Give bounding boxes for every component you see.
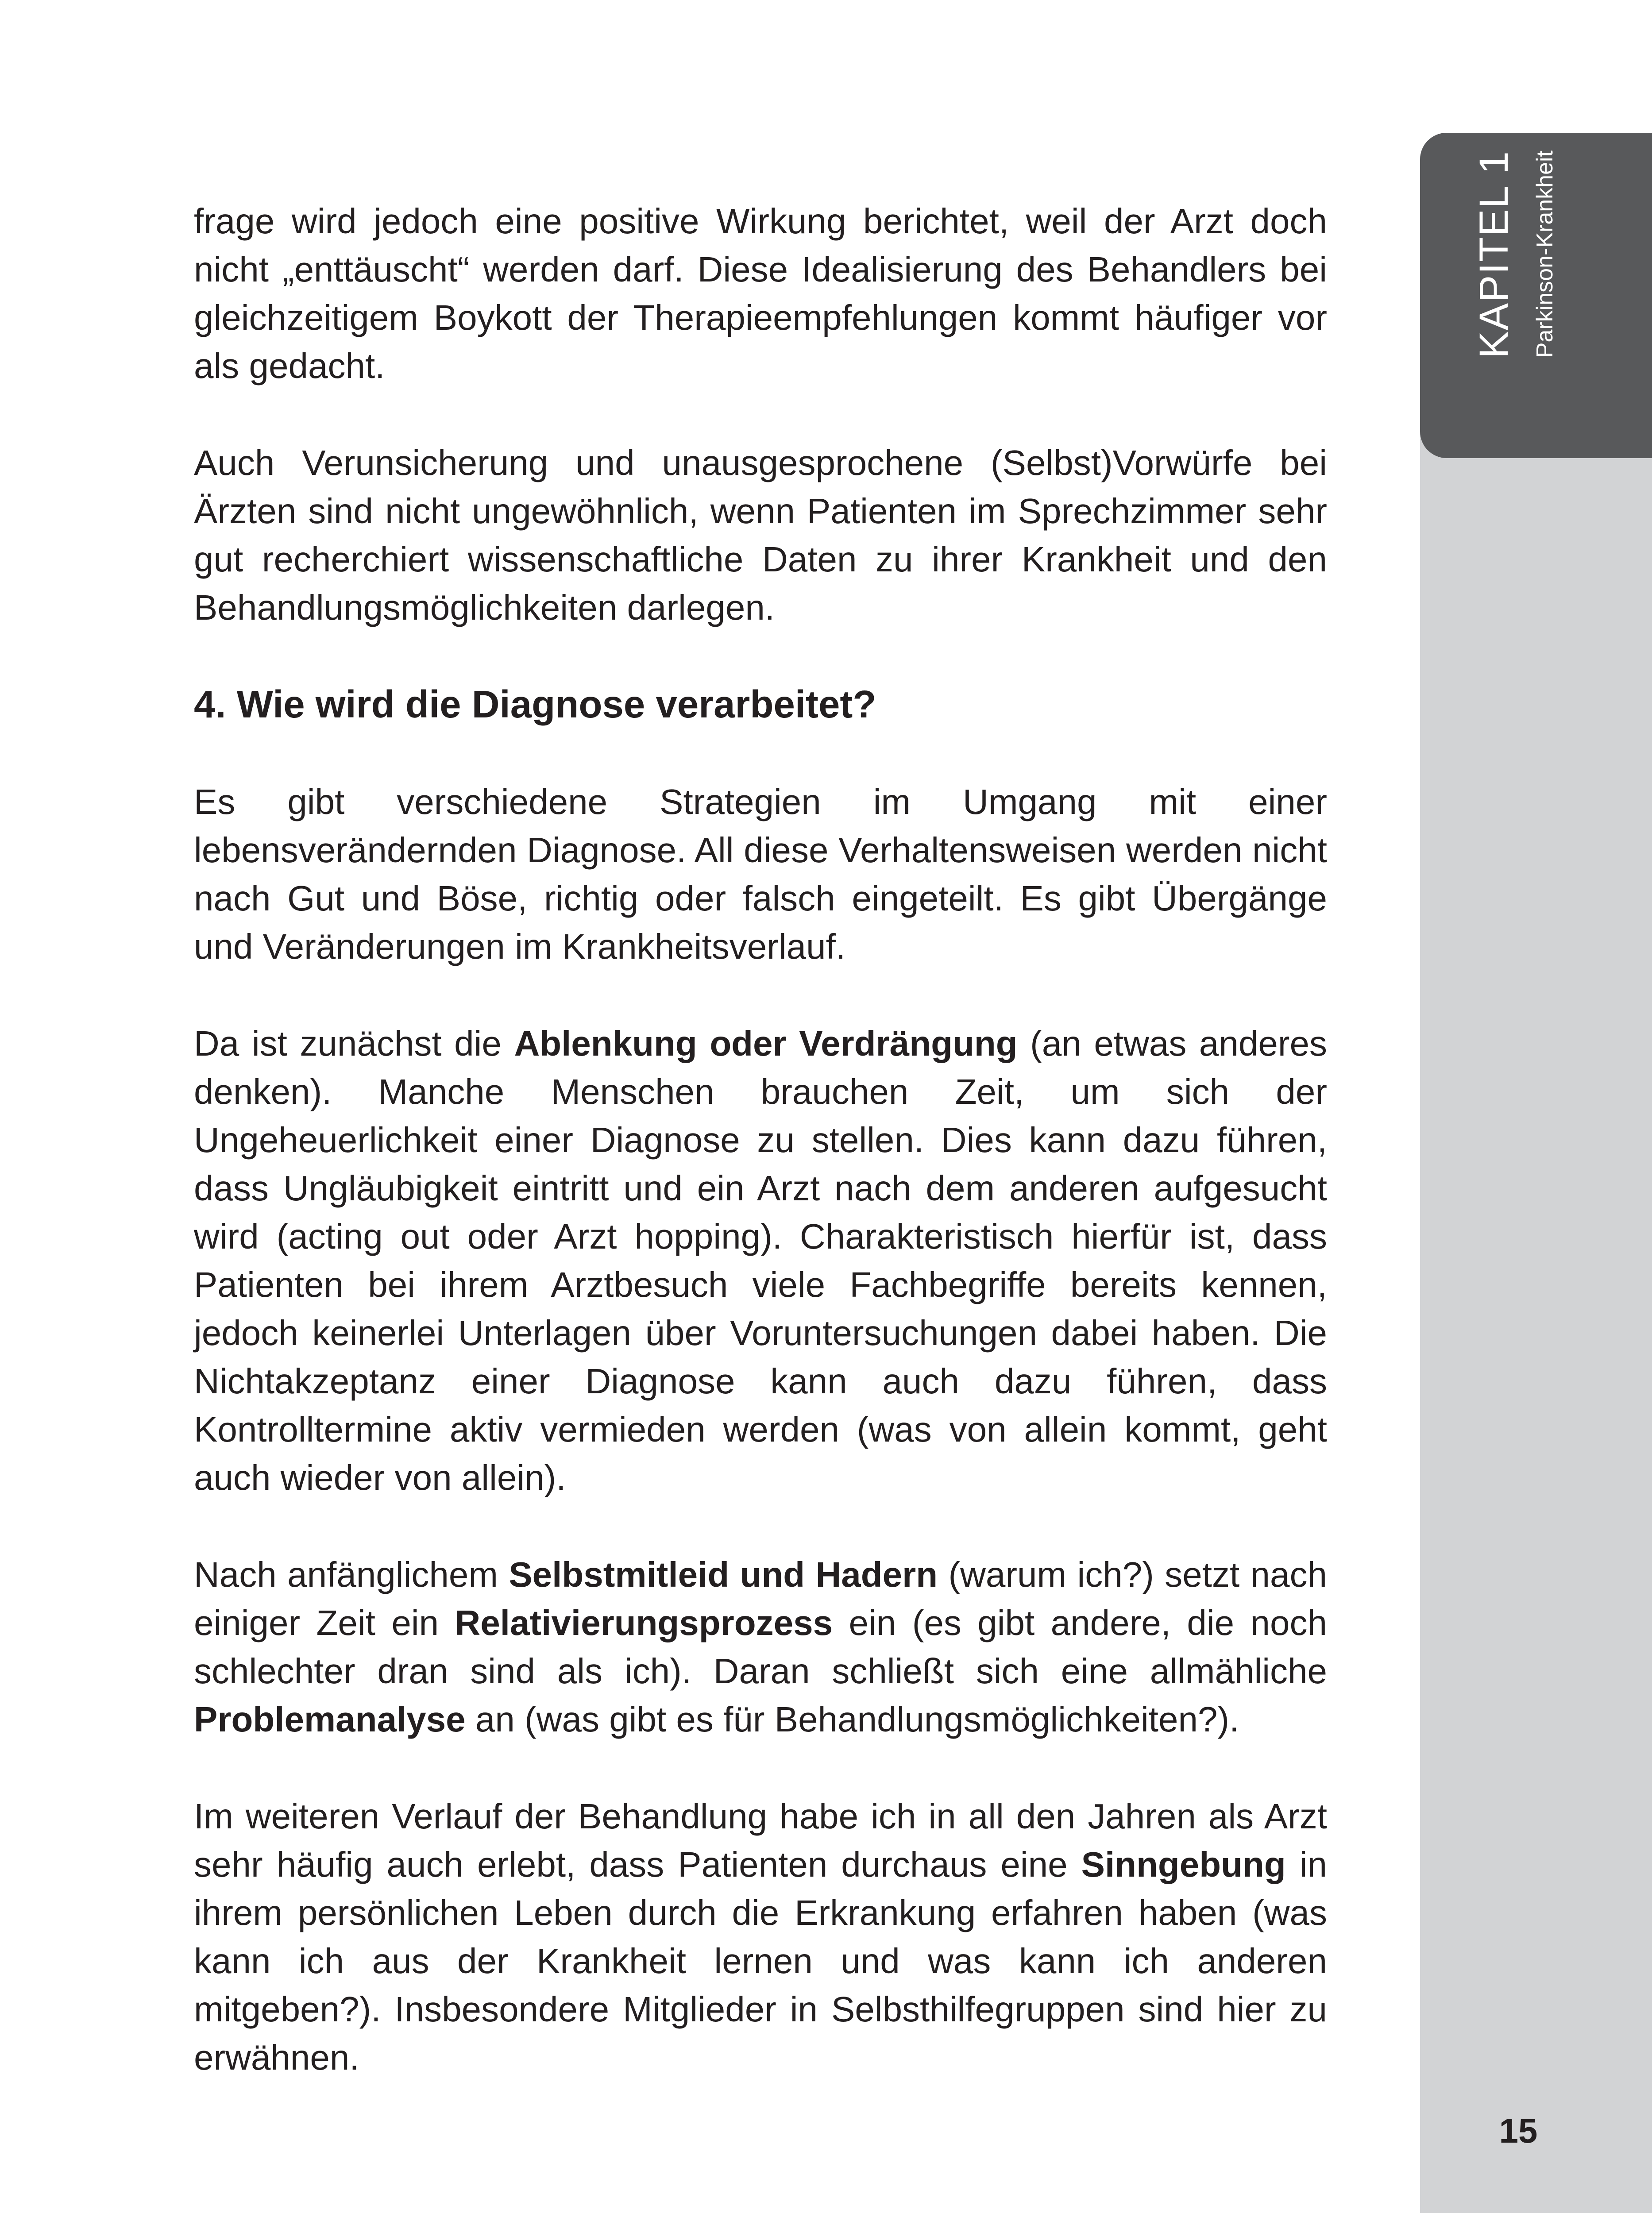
text-span: (warum ich?) setzt nach einiger Zeit ein (194, 1555, 1327, 1642)
text-span: an (was gibt es für Behandlungsmöglichkeiten?). (465, 1700, 1239, 1739)
paragraph-3: Es gibt verschiedene Strategien im Umgang mit einer lebensverändernden Diagnose. All diese Verhaltensweisen werden nicht nach Gut und Böse, richtig oder falsch eingeteilt. Es gibt Übergänge und Veränderungen im Krankheitsverlauf. (194, 782, 1327, 966)
paragraph-2: Auch Verunsicherung und unausgesprochene (Selbst)Vorwürfe bei Ärzten sind nicht ungewöhnlich, wenn Patienten im Sprechzimmer sehr gut recherchiert wissenschaftliche Daten zu ihrer Krankheit und den Behandlungsmöglichkeiten darlegen. (194, 443, 1327, 627)
section-heading: 4. Wie wird die Diagnose verarbeitet? (194, 683, 876, 726)
bold-term: Sinngebung (1081, 1845, 1286, 1884)
paragraph-4 (194, 1019, 1327, 1502)
bold-term: Selbstmitleid und Hadern (509, 1555, 938, 1594)
text-span: Im weiteren Verlauf der Behandlung habe ich in all den Jahren als Arzt sehr häufig auch erlebt, dass Patienten durchaus eine (194, 1797, 1327, 1884)
text-span: (an etwas anderes denken). Manche Menschen brauchen Zeit, um sich der Ungeheuerlichkeit einer Diagnose zu stellen. Dies kann dazu führen, dass Ungläubigkeit eintritt und ein Arzt nach dem anderen aufgesucht wird (acting out oder Arzt hopping). Charakteristisch hierfür ist, dass Patienten bei ihrem Arztbesuch viele Fachbegriffe bereits kennen, jedoch keinerlei Unterlagen über Voruntersuchungen dabei haben. Die Nichtakzeptanz einer Diagnose kann auch dazu führen, dass Kontrolltermine aktiv vermieden werden (was von allein kommt, geht auch wieder von allein). (194, 1024, 1327, 1497)
bold-term: Problemanalyse (194, 1700, 466, 1739)
text-span: Da ist zunächst die (194, 1024, 514, 1063)
chapter-subtitle: Parkinson-Krankheit (1532, 150, 1558, 358)
paragraph-6 (194, 1792, 1327, 2082)
page-content (194, 197, 1327, 2130)
text-span: Nach anfänglichem (194, 1555, 509, 1594)
text-span: ein (es gibt andere, die noch schlechter dran sind als ich). Daran schließt sich eine allmähliche (194, 1603, 1328, 1691)
text-span: in ihrem persönlichen Leben durch die Erkrankung erfahren haben (was kann ich aus der Krankheit lernen und was kann ich anderen mitgeben?). Insbesondere Mitglieder in Selbsthilfegruppen sind hier zu erwähnen. (194, 1845, 1328, 2077)
chapter-label (1461, 150, 1576, 434)
paragraph-1: frage wird jedoch eine positive Wirkung berichtet, weil der Arzt doch nicht „enttäuscht“ werden darf. Diese Idealisierung des Behandlers bei gleichzeitigem Boykott der Therapieempfehlungen kommt häufiger vor als gedacht. (194, 201, 1327, 386)
page-number: 15 (1499, 2111, 1538, 2150)
bold-term: Relativierungsprozess (455, 1603, 833, 1642)
paragraph-5 (194, 1550, 1327, 1743)
chapter-title: KAPITEL 1 (1471, 150, 1517, 359)
bold-term: Ablenkung oder Verdrängung (514, 1024, 1018, 1063)
